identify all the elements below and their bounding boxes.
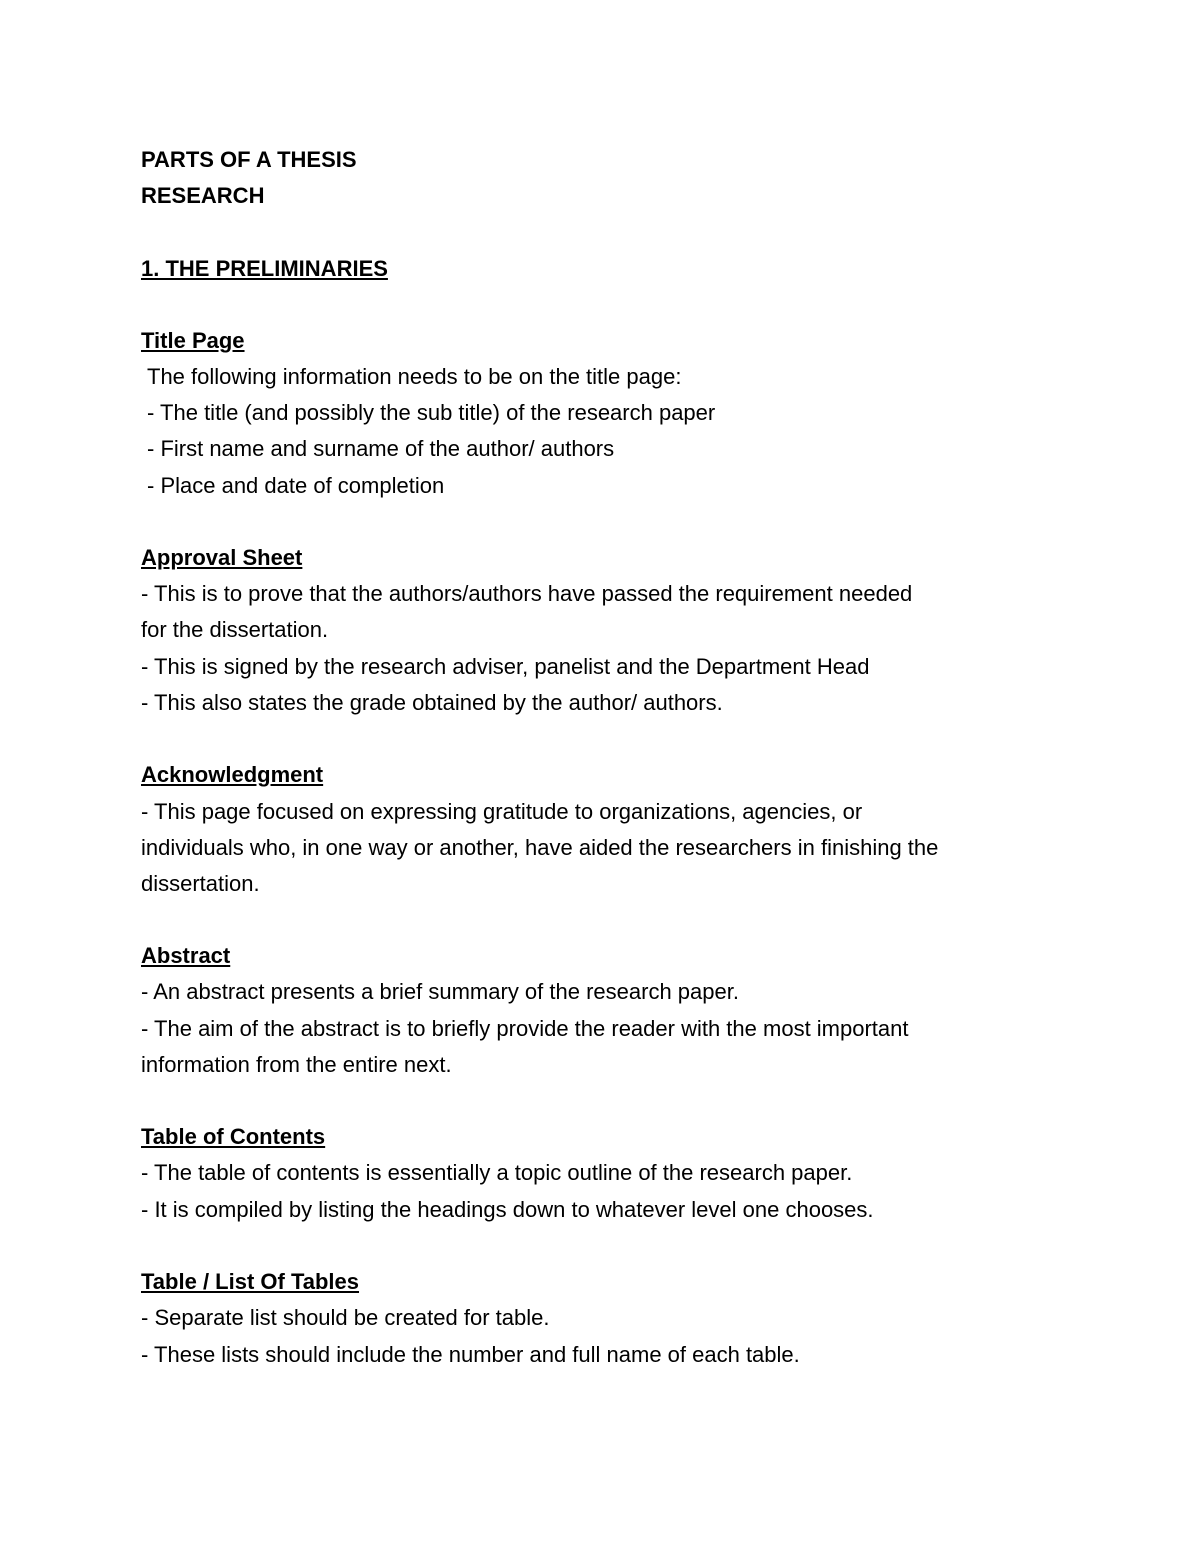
abstract-line: - The aim of the abstract is to briefly provide the reader with the most important xyxy=(141,1016,909,1041)
document-title-line-1: PARTS OF A THESIS xyxy=(141,147,357,172)
heading-abstract: Abstract xyxy=(141,943,231,968)
table-of-contents-line: - It is compiled by listing the headings down to whatever level one chooses. xyxy=(141,1197,874,1222)
acknowledgment-line: - This page focused on expressing gratitude to organizations, agencies, or xyxy=(141,799,863,824)
approval-sheet-line: - This also states the grade obtained by the author/ authors. xyxy=(141,690,723,715)
heading-approval-sheet: Approval Sheet xyxy=(141,545,303,570)
heading-list-of-tables: Table / List Of Tables xyxy=(141,1269,360,1294)
abstract-line: - An abstract presents a brief summary of the research paper. xyxy=(141,979,739,1004)
list-of-tables-line: - Separate list should be created for table. xyxy=(141,1305,550,1330)
approval-sheet-line: - This is signed by the research adviser, panelist and the Department Head xyxy=(141,654,870,679)
title-page-item: - Place and date of completion xyxy=(147,473,445,498)
table-of-contents-line: - The table of contents is essentially a topic outline of the research paper. xyxy=(141,1160,853,1185)
approval-sheet-line: for the dissertation. xyxy=(141,617,329,642)
title-page-item: - The title (and possibly the sub title) of the research paper xyxy=(147,400,716,425)
list-of-tables-line: - These lists should include the number and full name of each table. xyxy=(141,1342,800,1367)
title-page-item: - First name and surname of the author/ authors xyxy=(147,436,615,461)
heading-acknowledgment: Acknowledgment xyxy=(141,762,324,787)
heading-table-of-contents: Table of Contents xyxy=(141,1124,326,1149)
title-page-intro: The following information needs to be on the title page: xyxy=(147,364,682,389)
document-title-line-2: RESEARCH xyxy=(141,183,265,208)
abstract-line: information from the entire next. xyxy=(141,1052,452,1077)
acknowledgment-line: individuals who, in one way or another, have aided the researchers in finishing the xyxy=(141,835,939,860)
acknowledgment-line: dissertation. xyxy=(141,871,260,896)
heading-title-page: Title Page xyxy=(141,328,245,353)
approval-sheet-line: - This is to prove that the authors/authors have passed the requirement needed xyxy=(141,581,913,606)
section-heading-preliminaries: 1. THE PRELIMINARIES xyxy=(141,256,388,281)
